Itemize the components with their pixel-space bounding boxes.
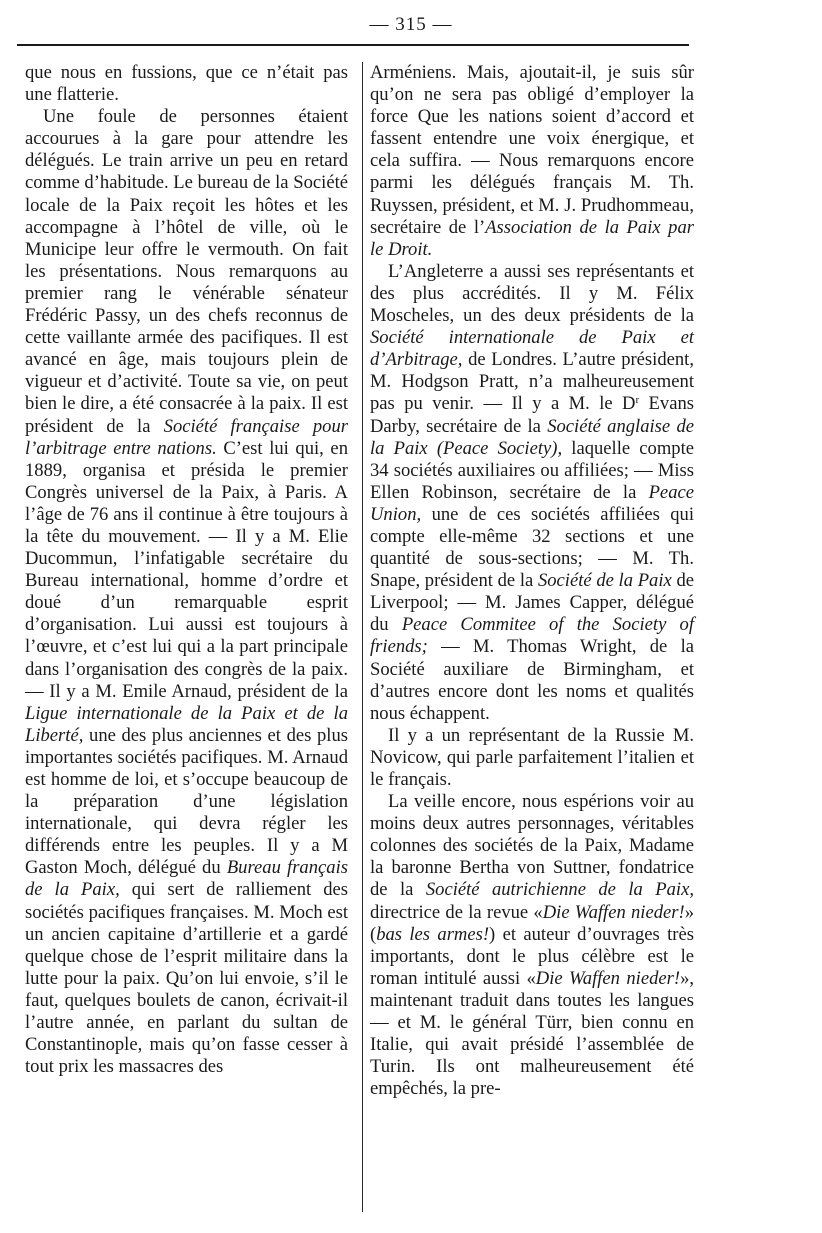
society-name: Société autrichienne de la Paix, bbox=[425, 879, 694, 901]
text-run: de Liverpool; — M. James Capper, délégué du bbox=[370, 570, 695, 636]
text-run: qui sert de ralliement des sociétés pacifiques françaises. M. Moch est un ancien capitaine d’artillerie et a gardé quelque chose de l’esprit militaire dans la lutte pour la paix. Qu’on lui envoie, s’il le faut, quelques boulets de canon, écrivait-il l’autre année, en parlant du sultan de Constantinople, mais qu’on fasse cesser à tout prix les massacres des bbox=[25, 879, 348, 1078]
society-name: Société anglaise de la Paix (Peace Society), bbox=[370, 415, 694, 459]
paragraph bbox=[370, 791, 694, 1100]
text-run: » ( bbox=[370, 901, 694, 945]
society-name: Bureau français de la Paix, bbox=[25, 857, 348, 901]
paragraph bbox=[370, 261, 694, 725]
paragraph bbox=[370, 725, 694, 791]
society-name: Peace Commitee of the Society of friends; bbox=[370, 614, 694, 658]
novel-title: Die Waffen nieder! bbox=[535, 967, 681, 989]
text-run: La veille encore, nous espérions voir au moins deux autres personnages, véritables colonnes des sociétés de la Paix, Madame la baronne Bertha von Suttner, fondatrice de la bbox=[370, 791, 694, 901]
paragraph bbox=[25, 106, 348, 1078]
text-run: Il y a un représentant de la Russie M. Novicow, qui parle parfaitement l’italien et le français. bbox=[370, 724, 694, 790]
text-run: L’Angleterre a aussi ses représentants et des plus accrédités. Il y M. Félix Moscheles, un des deux présidents de la bbox=[370, 260, 694, 327]
text-run: Une foule de personnes étaient accourues à la gare pour attendre les délégués. Le train arrive un peu en retard comme d’habitude. Le bureau de la Société locale de la Paix reçoit les hôtes et les accompagne à l’hôtel de ville, où le Municipe leur offre le vermouth. On fait les présentations. Nous remarquons au premier rang le vénérable sénateur Frédéric Passy, un des chefs reconnus de cette vaillante armée des pacifiques. Il est avancé en âge, mais toujours plein de vigueur et d’activité. Toute sa vie, on peut bien le dire, a été consacrée à la paix. Il est président de la bbox=[25, 106, 348, 437]
text-run: une de ces sociétés affiliées qui compte elle-même 32 sections et une quantité de sous-sections; — M. Th. Snape, président de la bbox=[370, 503, 694, 592]
society-name: Société internationale de Paix et d’Arbitrage, bbox=[370, 327, 694, 371]
text-run: laquelle compte 34 sociétés auxiliaires ou affiliées; — Miss Ellen Robinson, secrétaire de la bbox=[370, 437, 694, 503]
text-run: directrice de la revue « bbox=[370, 901, 543, 923]
column-divider bbox=[362, 62, 363, 1212]
society-name: Peace Union, bbox=[370, 481, 694, 525]
left-column bbox=[25, 62, 348, 1078]
header-rule bbox=[17, 44, 689, 46]
page-number: — 315 — bbox=[369, 14, 453, 35]
right-column bbox=[370, 62, 694, 1100]
paragraph bbox=[370, 62, 694, 261]
review-title: Die Waffen nieder! bbox=[542, 901, 685, 923]
text-run: », maintenant traduit dans toutes les langues — et M. le général Türr, bien connu en Italie, qui avait présidé l’assemblée de Turin. Ils ont malheureusement été empêchés, la pre- bbox=[370, 967, 695, 1100]
text-run: de Londres. L’autre président, M. Hodgson Pratt, n’a malheureusement pas pu venir. — Il y a M. le D bbox=[370, 349, 694, 415]
translation: bas les armes! bbox=[376, 923, 490, 945]
society-name: Société de la Paix bbox=[537, 570, 672, 592]
text-run: C’est lui qui, en 1889, organisa et présida le premier Congrès universel de la Paix, à Paris. A l’âge de 76 ans il continue à être toujours à la tête du mouvement. — Il y a M. Elie Ducommun, l’infatigable secrétaire du Bureau international, homme d’ordre et doué d’un remarquable esprit d’organisation. Lui aussi est toujours à l’œuvre, et c’est lui qui a la part principale dans l’organisation des congrès de la paix. — Il y a M. Emile Arnaud, président de la bbox=[25, 437, 348, 702]
society-name: Ligue internationale de la Paix et de la Liberté, bbox=[25, 702, 348, 746]
text-run: Evans Darby, secrétaire de la bbox=[370, 393, 694, 437]
text-run: ) et auteur d’ouvrages très importants, dont le plus célèbre est le roman intitulé aussi « bbox=[370, 923, 694, 989]
text-run: une des plus anciennes et des plus importantes sociétés pacifiques. M. Arnaud est homme de loi, et s’occupe beaucoup de la préparation d’une législation internationale, qui devra régler les différends entre les peuples. Il y a M Gaston Moch, délégué du bbox=[25, 724, 348, 879]
society-name: Société française pour l’arbitrage entre nations. bbox=[25, 415, 348, 459]
text-run: Arméniens. Mais, ajoutait-il, je suis sûr qu’on ne sera pas obligé d’employer la force Que les nations soient d’accord et fassent entendre une voix énergique, et cela suffira. — Nous remarquons encore parmi les délégués français M. Th. Ruyssen, président, et M. J. Prudhommeau, secrétaire de l’ bbox=[370, 62, 694, 238]
paragraph bbox=[25, 62, 348, 106]
society-name: Association de la Paix par le Droit. bbox=[370, 216, 694, 260]
text-run: que nous en fussions, que ce n’était pas une flatterie. bbox=[25, 62, 348, 106]
superscript: r bbox=[635, 394, 640, 407]
text-run: — M. Thomas Wright, de la Société auxiliare de Birmingham, et d’autres encore dont les noms et qualités nous échappent. bbox=[370, 636, 694, 724]
